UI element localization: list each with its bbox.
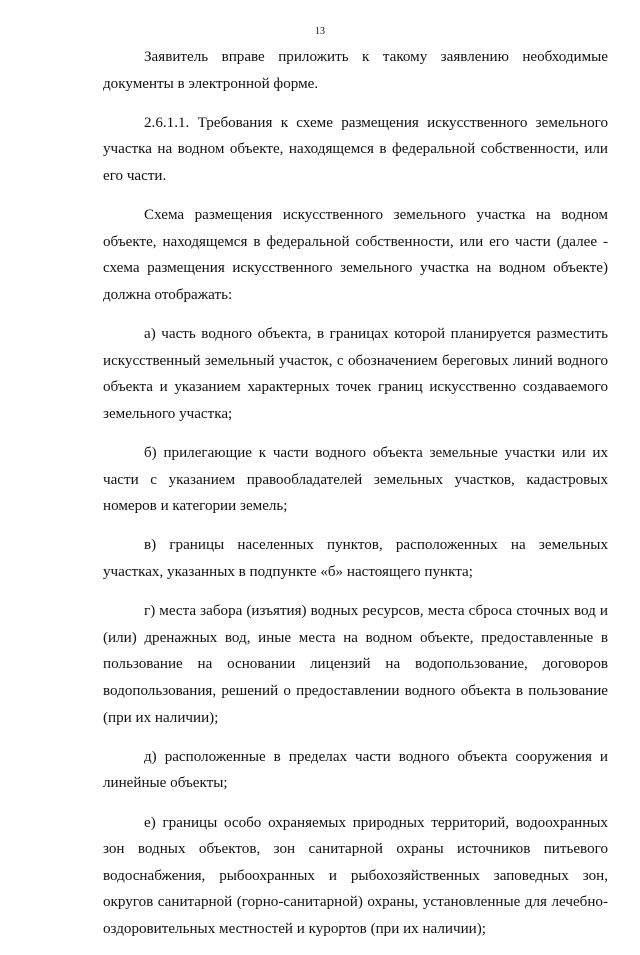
paragraph-attachments: Заявитель вправе приложить к такому заявлению необходимые документы в электронной форме. bbox=[103, 49, 608, 92]
paragraph-section-heading: 2.6.1.1. Требования к схеме размещения искусственного земельного участка на водном объекте, находящемся в федеральной собственности, или его части. bbox=[103, 114, 608, 184]
page-number: 13 bbox=[315, 26, 325, 37]
paragraph-scheme-definition: Схема размещения искусственного земельного участка на водном объекте, находящемся в федеральной собственности, или его части (далее - схема размещения искусственного земельного участка на водном объекте) должна отображать: bbox=[103, 207, 608, 303]
list-item-g: г) места забора (изъятия) водных ресурсов, места сброса сточных вод и (или) дренажных вод, иные места на водном объекте, предоставленные в пользование на основании лицензий на водопользование, договоров водопользования, решений о предоставлении водного объекта в пользование (при их наличии); bbox=[103, 603, 608, 726]
list-item-d: д) расположенные в пределах части водного объекта сооружения и линейные объекты; bbox=[103, 748, 608, 792]
list-item-e: е) границы особо охраняемых природных территорий, водоохранных зон водных объектов, зон санитарной охраны источников питьевого водоснабжения, рыбоохранных и рыбохозяйственных заповедных зон, округов санитарной (горно-санитарной) охраны, установленные для лечебно-оздоровительных местностей и курортов (при их наличии); bbox=[103, 814, 608, 937]
list-item-v: в) границы населенных пунктов, расположенных на земельных участках, указанных в подпункте «б» настоящего пункта; bbox=[103, 537, 608, 581]
list-item-a: а) часть водного объекта, в границах которой планируется разместить искусственный земельный участок, с обозначением береговых линий водного объекта и указанием характерных точек границ искусственно создаваемого земельного участка; bbox=[103, 326, 608, 422]
list-item-b: б) прилегающие к части водного объекта земельные участки или их части с указанием правообладателей земельных участков, кадастровых номеров и категории земель; bbox=[103, 445, 608, 515]
document-body bbox=[103, 44, 608, 955]
